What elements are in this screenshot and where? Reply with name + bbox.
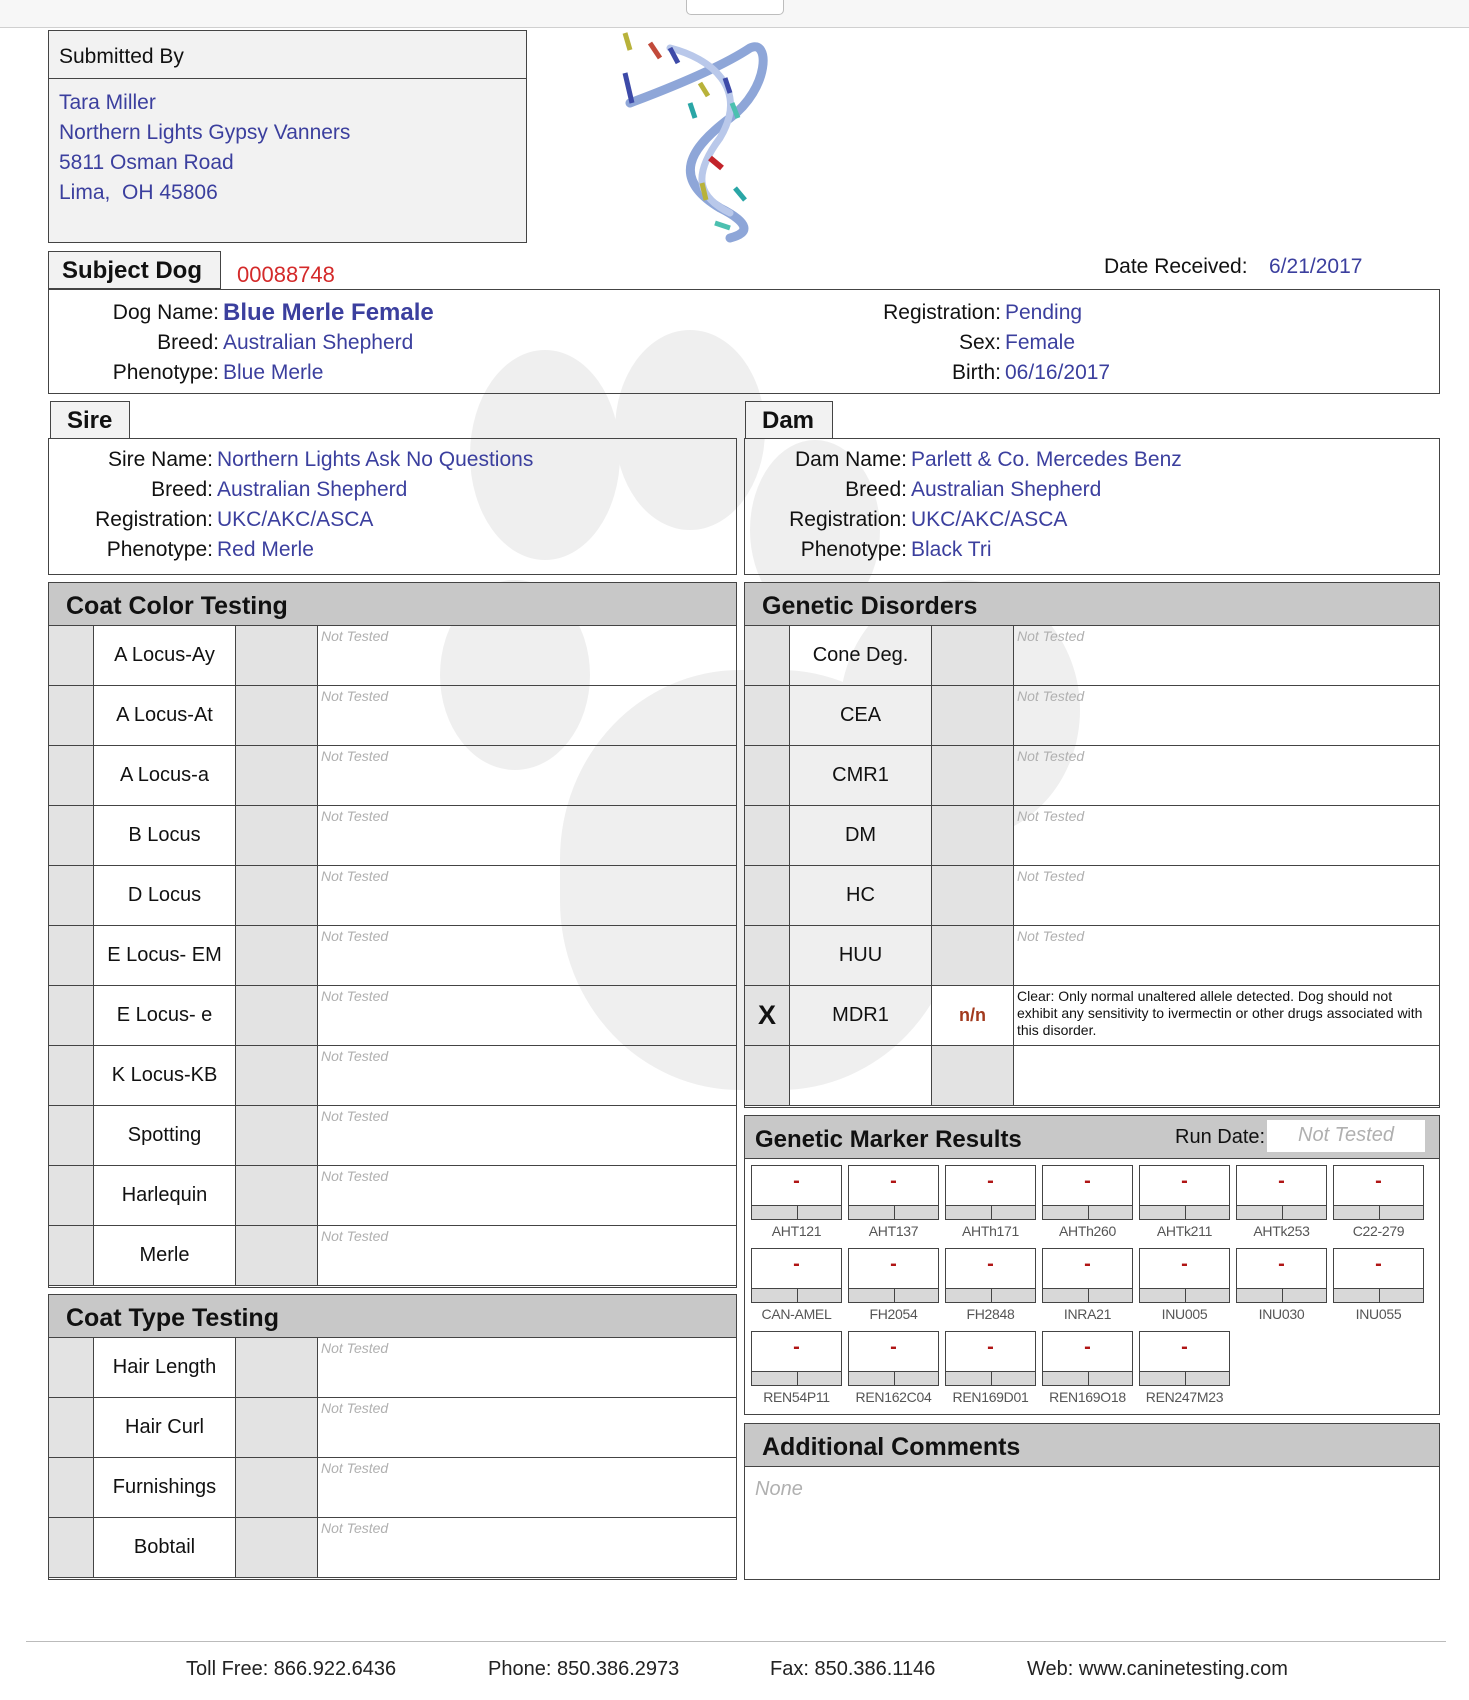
dam-phenotype-value: Black Tri: [911, 538, 992, 561]
genotype: [236, 1398, 318, 1457]
table-row: [49, 1226, 736, 1286]
dog-phenotype-label: Phenotype:: [112, 361, 219, 384]
result-mark: [49, 1518, 94, 1577]
marker-allele-cells: [1043, 1288, 1132, 1302]
marker-value: -: [1181, 1336, 1188, 1358]
result-mark: [49, 1338, 94, 1397]
test-result: Not Tested: [321, 1108, 389, 1124]
marker-name: AHTk253: [1253, 1223, 1310, 1239]
genetic-marker: [751, 1248, 842, 1323]
dog-phenotype-value: Blue Merle: [223, 361, 324, 384]
coat-type-table: [48, 1338, 737, 1580]
marker-value: -: [1181, 1170, 1188, 1192]
table-row: [49, 746, 736, 806]
result-mark: [49, 1398, 94, 1457]
dam-breed-label: Breed:: [845, 478, 907, 501]
marker-name: REN247M23: [1145, 1389, 1224, 1405]
result-mark: [745, 626, 790, 685]
genotype: [932, 866, 1014, 925]
genotype: [236, 866, 318, 925]
test-name: CMR1: [790, 746, 932, 805]
genetic-marker: [848, 1331, 939, 1406]
test-name: CEA: [790, 686, 932, 745]
table-row: [49, 686, 736, 746]
marker-value: -: [1375, 1253, 1382, 1275]
genotype: [932, 806, 1014, 865]
marker-name: REN169O18: [1049, 1389, 1126, 1405]
sire-name-value: Northern Lights Ask No Questions: [217, 448, 534, 471]
table-row: [745, 866, 1439, 926]
subject-dog-box: [48, 289, 1440, 394]
sire-registration-value: UKC/AKC/ASCA: [217, 508, 374, 531]
marker-name: REN54P11: [763, 1389, 830, 1405]
table-row: [49, 1398, 736, 1458]
test-result: Not Tested: [321, 928, 389, 944]
result-mark: [745, 866, 790, 925]
marker-value: -: [890, 1170, 897, 1192]
marker-allele-cells: [849, 1205, 938, 1219]
marker-allele-cells: [1140, 1205, 1229, 1219]
test-name: Hair Length: [94, 1338, 236, 1397]
dog-name-value: Blue Merle Female: [223, 299, 434, 326]
footer-toll-free: Toll Free: 866.922.6436: [186, 1658, 397, 1680]
marker-value: -: [793, 1253, 800, 1275]
test-result: Not Tested: [321, 988, 389, 1004]
marker-value-box: [848, 1331, 939, 1386]
test-result: Not Tested: [321, 748, 389, 764]
dog-birth-label: Birth:: [951, 361, 1001, 384]
test-name: Cone Deg.: [790, 626, 932, 685]
marker-value-box: [751, 1248, 842, 1303]
dam-registration-label: Registration:: [789, 508, 907, 531]
test-result: Not Tested: [321, 1460, 389, 1476]
test-result: Not Tested: [321, 688, 389, 704]
marker-allele-cells: [752, 1371, 841, 1385]
marker-value: -: [1181, 1253, 1188, 1275]
genetic-markers-grid: [744, 1159, 1440, 1415]
genetic-marker: [1333, 1248, 1424, 1323]
genetic-marker: [1236, 1248, 1327, 1323]
dam-name-label: Dam Name:: [794, 448, 907, 471]
viewer-tab-handle[interactable]: [686, 0, 784, 15]
table-row: [49, 1166, 736, 1226]
coat-type-section: [48, 1294, 737, 1580]
submitter-organization: Northern Lights Gypsy Vanners: [59, 121, 351, 144]
test-name: Bobtail: [94, 1518, 236, 1577]
test-name: Merle: [94, 1226, 236, 1285]
marker-allele-cells: [1237, 1205, 1326, 1219]
dam-name-value: Parlett & Co. Mercedes Benz: [911, 448, 1182, 471]
test-result: Not Tested: [321, 808, 389, 824]
date-received-value: 6/21/2017: [1269, 255, 1363, 278]
genotype: [932, 926, 1014, 985]
test-result: Not Tested: [1017, 808, 1085, 824]
marker-allele-cells: [946, 1205, 1035, 1219]
test-result: Not Tested: [321, 1400, 389, 1416]
marker-value-box: [1139, 1248, 1230, 1303]
sire-tab: Sire: [50, 401, 130, 439]
genotype: [236, 806, 318, 865]
marker-value: -: [890, 1336, 897, 1358]
result-mark: [745, 686, 790, 745]
result-mark: [49, 866, 94, 925]
sire-name-label: Sire Name:: [107, 448, 213, 471]
result-mark: [745, 1046, 790, 1105]
additional-comments-heading: Additional Comments: [744, 1423, 1440, 1467]
genotype: [236, 686, 318, 745]
test-result: Not Tested: [1017, 868, 1085, 884]
table-row: [49, 926, 736, 986]
marker-value: -: [1084, 1253, 1091, 1275]
genetic-marker: [751, 1331, 842, 1406]
table-row: [745, 806, 1439, 866]
dog-breed-label: Breed:: [157, 331, 219, 354]
marker-value: -: [1084, 1336, 1091, 1358]
test-result: Not Tested: [1017, 688, 1085, 704]
table-row: [49, 1046, 736, 1106]
marker-value-box: [751, 1331, 842, 1386]
coat-color-heading: Coat Color Testing: [48, 582, 737, 626]
result-mark: [49, 986, 94, 1045]
dog-name-label: Dog Name:: [112, 301, 219, 324]
test-name: K Locus-KB: [94, 1046, 236, 1105]
test-result: Not Tested: [321, 1168, 389, 1184]
marker-value-box: [1042, 1331, 1133, 1386]
test-name: HC: [790, 866, 932, 925]
dog-registration-label: Registration:: [883, 301, 1001, 324]
marker-allele-cells: [1043, 1205, 1132, 1219]
date-received-label: Date Received:: [1104, 255, 1248, 278]
marker-name: INU005: [1161, 1306, 1208, 1322]
marker-name: FH2054: [869, 1306, 918, 1322]
sire-breed-label: Breed:: [151, 478, 213, 501]
marker-allele-cells: [946, 1288, 1035, 1302]
coat-color-table: [48, 626, 737, 1288]
marker-value-box: [1139, 1165, 1230, 1220]
dam-tab: Dam: [745, 401, 833, 439]
marker-value: -: [890, 1253, 897, 1275]
submitter-street: 5811 Osman Road: [59, 151, 234, 174]
table-row: [745, 986, 1439, 1046]
genotype: [932, 686, 1014, 745]
dna-helix-logo: [610, 28, 810, 248]
result-mark: [49, 626, 94, 685]
genetic-markers-heading: [744, 1115, 1440, 1159]
table-row: [49, 1338, 736, 1398]
marker-value-box: [1139, 1331, 1230, 1386]
table-row: [745, 746, 1439, 806]
test-name: E Locus- e: [94, 986, 236, 1045]
run-date-value: Not Tested: [1267, 1120, 1425, 1152]
genotype: [932, 1046, 1014, 1105]
result-mark: [49, 1166, 94, 1225]
sire-registration-label: Registration:: [95, 508, 213, 531]
genotype: [236, 626, 318, 685]
test-name: A Locus-a: [94, 746, 236, 805]
dog-breed-value: Australian Shepherd: [223, 331, 414, 354]
table-row: [49, 1518, 736, 1578]
sire-phenotype-label: Phenotype:: [106, 538, 213, 561]
genotype: [236, 1518, 318, 1577]
marker-allele-cells: [849, 1288, 938, 1302]
result-mark: [49, 1458, 94, 1517]
genotype: [236, 1106, 318, 1165]
genotype: n/n: [932, 986, 1014, 1045]
coat-type-heading: Coat Type Testing: [48, 1294, 737, 1338]
marker-name: AHTh171: [961, 1223, 1020, 1239]
marker-value: -: [1375, 1170, 1382, 1192]
dam-registration-value: UKC/AKC/ASCA: [911, 508, 1068, 531]
genotype: [236, 1458, 318, 1517]
marker-allele-cells: [752, 1205, 841, 1219]
marker-value: -: [987, 1170, 994, 1192]
genotype: [236, 1166, 318, 1225]
marker-value-box: [1236, 1248, 1327, 1303]
run-date-label: Run Date:: [1175, 1126, 1266, 1148]
test-result: Not Tested: [321, 1048, 389, 1064]
dog-birth-value: 06/16/2017: [1005, 361, 1111, 384]
genetic-disorders-table: [744, 626, 1440, 1108]
table-row: [745, 626, 1439, 686]
test-name: Furnishings: [94, 1458, 236, 1517]
submitter-city-state-zip: Lima, OH 45806: [59, 181, 218, 204]
test-result: Not Tested: [321, 868, 389, 884]
genetic-marker: [1042, 1165, 1133, 1240]
marker-value-box: [945, 1331, 1036, 1386]
genetic-marker: [1139, 1331, 1230, 1406]
marker-allele-cells: [1043, 1371, 1132, 1385]
marker-allele-cells: [1334, 1288, 1423, 1302]
genotype: [236, 746, 318, 805]
table-row: [49, 986, 736, 1046]
dam-box: [744, 438, 1440, 575]
result-mark: [49, 806, 94, 865]
genetic-marker: [1333, 1165, 1424, 1240]
marker-value-box: [751, 1165, 842, 1220]
marker-value: -: [793, 1336, 800, 1358]
result-mark: [49, 1046, 94, 1105]
genetic-marker: [1139, 1248, 1230, 1323]
test-name: E Locus- EM: [94, 926, 236, 985]
genotype: [236, 1338, 318, 1397]
marker-value-box: [848, 1165, 939, 1220]
additional-comments-section: [744, 1423, 1440, 1580]
footer-phone: Phone: 850.386.2973: [488, 1658, 680, 1680]
dog-registration-value: Pending: [1005, 301, 1083, 324]
genetic-markers-title: Genetic Marker Results: [755, 1126, 1022, 1153]
genetic-disorders-section: [744, 582, 1440, 1108]
footer-fax: Fax: 850.386.1146: [770, 1658, 936, 1680]
marker-allele-cells: [1334, 1205, 1423, 1219]
test-result: Clear: Only normal unaltered allele detected. Dog should not exhibit any sensitivity to ivermectin or other drugs associated with this disorder.: [1017, 988, 1423, 1038]
submitter-name: Tara Miller: [59, 91, 156, 114]
marker-value-box: [945, 1248, 1036, 1303]
test-name: A Locus-At: [94, 686, 236, 745]
table-row: [49, 626, 736, 686]
dog-sex-value: Female: [1005, 331, 1076, 354]
marker-name: FH2848: [966, 1306, 1015, 1322]
submitted-by-heading: Submitted By: [49, 31, 526, 79]
additional-comments-text: None: [744, 1467, 1440, 1580]
test-name: [790, 1046, 932, 1105]
marker-allele-cells: [1237, 1288, 1326, 1302]
marker-value: -: [1278, 1253, 1285, 1275]
dog-sex-label: Sex:: [958, 331, 1001, 354]
test-name: D Locus: [94, 866, 236, 925]
test-result: Not Tested: [321, 628, 389, 644]
result-mark: [49, 926, 94, 985]
sire-breed-value: Australian Shepherd: [217, 478, 408, 501]
sire-phenotype-value: Red Merle: [217, 538, 314, 561]
test-result: Not Tested: [321, 1340, 389, 1356]
test-name: MDR1: [790, 986, 932, 1045]
marker-value: -: [987, 1253, 994, 1275]
test-name: HUU: [790, 926, 932, 985]
table-row: [745, 926, 1439, 986]
result-mark: [49, 746, 94, 805]
marker-allele-cells: [752, 1288, 841, 1302]
marker-name: AHT137: [868, 1223, 919, 1239]
test-result: Not Tested: [1017, 628, 1085, 644]
result-mark: X: [745, 986, 790, 1045]
table-row: [745, 1046, 1439, 1106]
marker-value-box: [1333, 1248, 1424, 1303]
test-result: Not Tested: [1017, 928, 1085, 944]
test-name: B Locus: [94, 806, 236, 865]
genetic-marker: [945, 1331, 1036, 1406]
genotype: [932, 626, 1014, 685]
genetic-marker: [1042, 1331, 1133, 1406]
case-number: 00088748: [237, 262, 335, 287]
table-row: [49, 806, 736, 866]
marker-value: -: [1278, 1170, 1285, 1192]
genotype: [932, 746, 1014, 805]
test-name: Spotting: [94, 1106, 236, 1165]
marker-value-box: [1236, 1165, 1327, 1220]
result-mark: [49, 1226, 94, 1285]
marker-value-box: [1333, 1165, 1424, 1220]
marker-name: INU030: [1258, 1306, 1305, 1322]
table-row: [49, 1106, 736, 1166]
test-result: Not Tested: [321, 1520, 389, 1536]
genetic-markers-section: [744, 1115, 1440, 1415]
submitted-by-box: [48, 30, 527, 243]
marker-value-box: [848, 1248, 939, 1303]
marker-value-box: [1042, 1248, 1133, 1303]
genotype: [236, 1226, 318, 1285]
result-mark: [49, 686, 94, 745]
dam-phenotype-label: Phenotype:: [800, 538, 907, 561]
result-mark: [49, 1106, 94, 1165]
marker-name: INRA21: [1063, 1306, 1112, 1322]
marker-name: INU055: [1355, 1306, 1402, 1322]
marker-allele-cells: [1140, 1371, 1229, 1385]
genetic-marker: [945, 1248, 1036, 1323]
marker-name: AHTk211: [1156, 1223, 1213, 1239]
table-row: [49, 866, 736, 926]
genetic-marker: [751, 1165, 842, 1240]
marker-name: REN162C04: [855, 1389, 932, 1405]
genetic-marker: [945, 1165, 1036, 1240]
table-row: [49, 1458, 736, 1518]
test-name: DM: [790, 806, 932, 865]
marker-name: CAN-AMEL: [761, 1306, 832, 1322]
footer-web[interactable]: Web: www.caninetesting.com: [1027, 1658, 1288, 1680]
result-mark: [745, 926, 790, 985]
genetic-marker: [848, 1165, 939, 1240]
marker-value-box: [945, 1165, 1036, 1220]
marker-allele-cells: [849, 1371, 938, 1385]
marker-name: REN169D01: [952, 1389, 1029, 1405]
dam-breed-value: Australian Shepherd: [911, 478, 1102, 501]
genotype: [236, 926, 318, 985]
marker-name: C22-279: [1352, 1223, 1405, 1239]
marker-value: -: [987, 1336, 994, 1358]
marker-name: AHT121: [771, 1223, 822, 1239]
marker-value: -: [1084, 1170, 1091, 1192]
test-name: A Locus-Ay: [94, 626, 236, 685]
footer-divider: [26, 1641, 1446, 1642]
result-mark: [745, 806, 790, 865]
marker-value: -: [793, 1170, 800, 1192]
marker-allele-cells: [946, 1371, 1035, 1385]
genetic-marker: [848, 1248, 939, 1323]
subject-dog-tab: Subject Dog: [48, 251, 221, 289]
sire-box: [48, 438, 737, 575]
test-result: [1014, 1046, 1439, 1105]
genetic-marker: [1139, 1165, 1230, 1240]
marker-value-box: [1042, 1165, 1133, 1220]
result-mark: [745, 746, 790, 805]
genetic-marker: [1236, 1165, 1327, 1240]
test-name: Hair Curl: [94, 1398, 236, 1457]
genotype: [236, 1046, 318, 1105]
genotype: [236, 986, 318, 1045]
marker-name: AHTh260: [1058, 1223, 1117, 1239]
genetic-disorders-heading: Genetic Disorders: [744, 582, 1440, 626]
coat-color-section: [48, 582, 737, 1288]
table-row: [745, 686, 1439, 746]
test-result: Not Tested: [321, 1228, 389, 1244]
marker-allele-cells: [1140, 1288, 1229, 1302]
genetic-marker: [1042, 1248, 1133, 1323]
test-name: Harlequin: [94, 1166, 236, 1225]
test-result: Not Tested: [1017, 748, 1085, 764]
